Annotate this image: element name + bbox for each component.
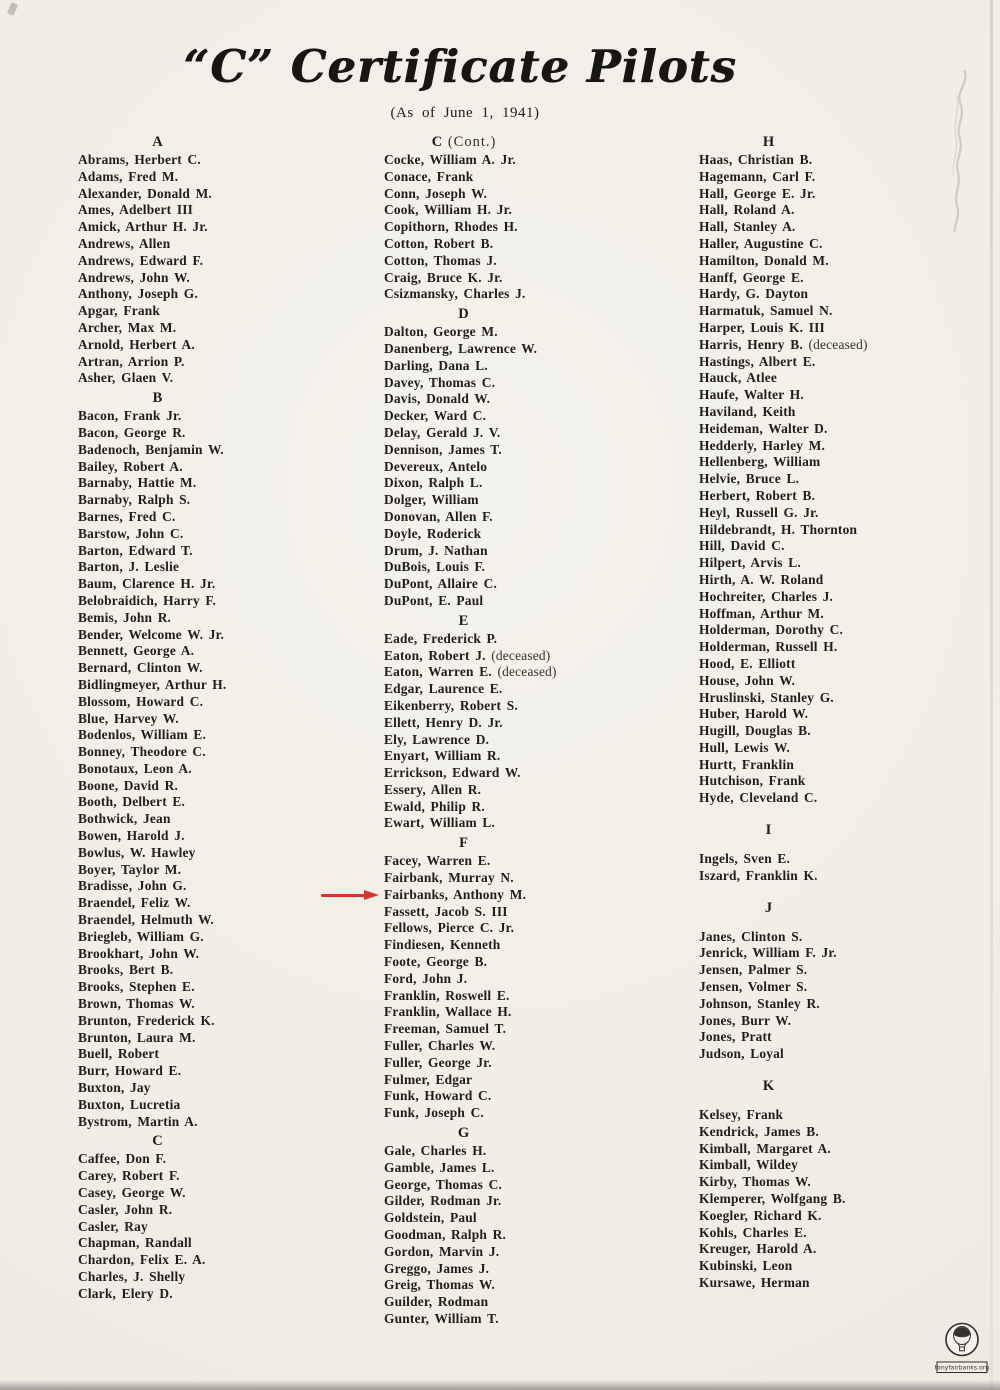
pilot-name: Bender, Welcome W. Jr. <box>78 626 225 642</box>
pilot-name: Csizmansky, Charles J. <box>384 286 526 302</box>
pilot-name: Delay, Gerald J. V. <box>384 424 501 440</box>
pilot-name: Fuller, Charles W. <box>384 1038 496 1054</box>
pilot-name: Boone, David R. <box>78 777 179 793</box>
pilot-name: Hall, Stanley A. <box>699 219 796 235</box>
section-header-b: B <box>152 390 164 407</box>
pilot-name: Doyle, Roderick <box>384 525 482 541</box>
pilot-name: Barnaby, Hattie M. <box>78 475 197 491</box>
pilot-name: Caffee, Don F. <box>78 1151 167 1167</box>
pilot-name: Hochreiter, Charles J. <box>699 588 834 604</box>
pilot-name: George, Thomas C. <box>384 1176 502 1192</box>
pilot-name: Apgar, Frank <box>78 303 161 319</box>
pilot-name: Artran, Arrion P. <box>78 353 185 369</box>
pilot-name: Hall, Roland A. <box>699 202 795 218</box>
page-bottom-edge <box>0 1380 1000 1390</box>
pilot-name: Guilder, Rodman <box>384 1294 489 1310</box>
pilot-name: Archer, Max M. <box>78 319 177 335</box>
pilot-name: Goldstein, Paul <box>384 1210 477 1226</box>
pilot-name: Andrews, Edward F. <box>78 252 204 268</box>
pilot-name: Asher, Glaen V. <box>78 370 174 386</box>
pilot-name: Hedderly, Harley M. <box>699 437 826 453</box>
pilot-name: Alexander, Donald M. <box>78 185 212 201</box>
pilot-name: Fairbanks, Anthony M. <box>384 887 669 904</box>
pilot-name: Bennett, George A. <box>78 643 195 659</box>
pilot-name: Bowlus, W. Hawley <box>78 844 196 860</box>
pilot-name: Haufe, Walter H. <box>699 387 804 403</box>
pilot-name: Hilpert, Arvis L. <box>699 555 801 571</box>
pilot-name: House, John W. <box>699 672 796 688</box>
pilot-name: Barstow, John C. <box>78 525 184 541</box>
pilot-name: Craig, Bruce K. Jr. <box>384 269 503 285</box>
pilot-name: Anthony, Joseph G. <box>78 286 198 302</box>
pilot-name: Helvie, Bruce L. <box>699 471 800 487</box>
pilot-name: Cook, William H. Jr. <box>384 202 513 218</box>
pilot-name: Barnes, Fred C. <box>78 508 176 524</box>
section-header-f: F <box>459 835 469 852</box>
pilot-name: Errickson, Edward W. <box>384 765 521 781</box>
pilot-name: Chardon, Felix E. A. <box>78 1252 206 1268</box>
pilot-name: Bradisse, John G. <box>78 878 187 894</box>
pilot-name: Hastings, Albert E. <box>699 353 816 369</box>
page-subtitle: (As of June 1, 1941) <box>390 105 540 121</box>
pilot-name: Briegleb, William G. <box>78 928 204 944</box>
pilot-name: Heyl, Russell G. Jr. <box>699 504 819 520</box>
pilot-name: Cotton, Robert B. <box>384 235 494 251</box>
pilot-name: Barton, Edward T. <box>78 542 193 558</box>
pilot-name: Haller, Augustine C. <box>699 235 823 251</box>
red-arrow-annotation <box>321 889 379 902</box>
pilot-name: Andrews, John W. <box>78 269 190 285</box>
pilot-name: Eaton, Warren E. (deceased) <box>384 664 557 680</box>
column-a-to-c <box>78 131 358 1303</box>
pilot-name: Clark, Elery D. <box>78 1285 173 1301</box>
pilot-name: Hugill, Douglas B. <box>699 723 811 739</box>
section-header-c: C <box>152 1133 164 1150</box>
pilot-name: Findiesen, Kenneth <box>384 937 501 953</box>
pilot-name: Casey, George W. <box>78 1185 186 1201</box>
section-header-d: D <box>458 306 470 323</box>
pilot-name: Dixon, Ralph L. <box>384 475 483 491</box>
pilot-name: Blossom, Howard C. <box>78 693 204 709</box>
pilot-name: Buxton, Jay <box>78 1080 151 1096</box>
pilot-name: Facey, Warren E. <box>384 853 491 869</box>
pilot-name: Braendel, Feliz W. <box>78 895 191 911</box>
pilot-name: Brookhart, John W. <box>78 945 200 961</box>
pilot-name: Brooks, Bert B. <box>78 962 174 978</box>
pilot-name: Bodenlos, William E. <box>78 727 207 743</box>
pilot-name: Kimball, Margaret A. <box>699 1140 831 1156</box>
pilot-name: Cotton, Thomas J. <box>384 252 497 268</box>
pilot-name: Fellows, Pierce C. Jr. <box>384 920 515 936</box>
scan-speck <box>7 2 18 16</box>
pilot-name: Brown, Thomas W. <box>78 996 195 1012</box>
pilot-name: Conace, Frank <box>384 168 474 184</box>
pilot-name: Fulmer, Edgar <box>384 1071 473 1087</box>
pilot-name: Bonney, Theodore C. <box>78 744 206 760</box>
column-h-to-k <box>699 131 991 1292</box>
pilot-name: Ewart, William L. <box>384 815 496 831</box>
pilot-name: Kimball, Wildey <box>699 1157 799 1173</box>
pilot-name: Greggo, James J. <box>384 1260 490 1276</box>
pilot-name: Davis, Donald W. <box>384 391 491 407</box>
pilot-name: Jenrick, William F. Jr. <box>699 945 837 961</box>
pilot-name: Jensen, Palmer S. <box>699 962 808 978</box>
pilot-name: Decker, Ward C. <box>384 408 487 424</box>
pilot-name: Hood, E. Elliott <box>699 655 796 671</box>
pilot-name: Boyer, Taylor M. <box>78 861 182 877</box>
section-header-a: A <box>152 134 164 150</box>
pilot-name: Holderman, Dorothy C. <box>699 622 844 638</box>
pilot-name: Janes, Clinton S. <box>699 928 803 944</box>
pilot-name: Buxton, Lucretia <box>78 1096 181 1112</box>
pilot-name: Blue, Harvey W. <box>78 710 179 726</box>
pilot-name: Haviland, Keith <box>699 403 796 419</box>
pilot-name: Chapman, Randall <box>78 1235 192 1251</box>
pilot-name: Danenberg, Lawrence W. <box>384 340 538 356</box>
pilot-name: Badenoch, Benjamin W. <box>78 441 224 457</box>
pilot-name: Adams, Fred M. <box>78 168 179 184</box>
pilot-name: Fuller, George Jr. <box>384 1054 492 1070</box>
section-header-j: J <box>764 899 774 916</box>
pilot-name: Dolger, William <box>384 492 479 508</box>
pilot-name: Brooks, Stephen E. <box>78 979 195 995</box>
pilot-name: Gunter, William T. <box>384 1311 499 1326</box>
pilot-name: Goodman, Ralph R. <box>384 1227 506 1243</box>
pilot-name: Edgar, Laurence E. <box>384 681 503 697</box>
pilot-name: Bothwick, Jean <box>78 811 171 827</box>
pilot-name: Burr, Howard E. <box>78 1063 182 1079</box>
pilot-name: Baum, Clarence H. Jr. <box>78 576 216 592</box>
pilot-name: Hull, Lewis W. <box>699 739 790 755</box>
pilot-name: Gale, Charles H. <box>384 1143 487 1159</box>
section-header-c-cont: C (Cont.) <box>431 134 497 150</box>
pilot-name: Enyart, William R. <box>384 748 501 764</box>
pilot-name: Bacon, Frank Jr. <box>78 408 182 424</box>
pilot-name: Franklin, Roswell E. <box>384 987 510 1003</box>
pilot-name: Heideman, Walter D. <box>699 420 828 436</box>
pilot-name: Gilder, Rodman Jr. <box>384 1193 502 1209</box>
pilot-name: DuPont, E. Paul <box>384 592 484 608</box>
pilot-name: Ely, Lawrence D. <box>384 731 490 747</box>
pilot-name: Barton, J. Leslie <box>78 559 180 575</box>
pilot-name: Harmatuk, Samuel N. <box>699 303 833 319</box>
pilot-name: Harper, Louis K. III <box>699 319 825 335</box>
pilot-name: Darling, Dana L. <box>384 357 488 373</box>
pilot-name: Ames, Adelbert III <box>78 202 194 218</box>
pilot-name: Brunton, Laura M. <box>78 1029 196 1045</box>
pilot-name: Eade, Frederick P. <box>384 630 498 646</box>
pilot-name: Dennison, James T. <box>384 441 502 457</box>
pilot-name: Carey, Robert F. <box>78 1168 180 1184</box>
pilot-name: Amick, Arthur H. Jr. <box>78 219 208 235</box>
pilot-name: Belobraidich, Harry F. <box>78 592 217 608</box>
pilot-name: Davey, Thomas C. <box>384 374 496 390</box>
pilot-name: Johnson, Stanley R. <box>699 995 820 1011</box>
pilot-name: Hildebrandt, H. Thornton <box>699 521 858 537</box>
pilot-name: Bernard, Clinton W. <box>78 660 203 676</box>
page-title: “C” Certificate Pilots <box>183 40 737 93</box>
tonyfairbanks-stamp <box>934 1322 990 1379</box>
pilot-name: Holderman, Russell H. <box>699 639 838 655</box>
pilot-name: Ford, John J. <box>384 970 468 986</box>
pilot-name: Hanff, George E. <box>699 269 804 285</box>
hot-air-balloon-icon <box>946 1324 978 1356</box>
pilot-name: DuBois, Louis F. <box>384 559 486 575</box>
pilot-name: Eaton, Robert J. (deceased) <box>384 647 551 663</box>
pilot-name: Copithorn, Rhodes H. <box>384 219 518 235</box>
pilot-name: Dalton, George M. <box>384 324 498 340</box>
pilot-name: Bonotaux, Leon A. <box>78 760 192 776</box>
pilot-name: Fassett, Jacob S. III <box>384 903 508 919</box>
pilot-name: DuPont, Allaire C. <box>384 576 497 592</box>
pilot-name: Casler, Ray <box>78 1218 148 1234</box>
page-right-edge <box>990 0 993 1390</box>
pilot-name: Cocke, William A. Jr. <box>384 152 516 167</box>
pilot-name: Eikenberry, Robert S. <box>384 697 518 713</box>
pilot-name: Haas, Christian B. <box>699 152 813 167</box>
pilot-name: Charles, J. Shelly <box>78 1269 186 1284</box>
pilot-name: Klemperer, Wolfgang B. <box>699 1191 846 1207</box>
pilot-name: Ellett, Henry D. Jr. <box>384 714 503 730</box>
pilot-name: Hutchison, Frank <box>699 773 806 789</box>
pilot-name: Bystrom, Martin A. <box>78 1113 198 1129</box>
pilot-name: Abrams, Herbert C. <box>78 152 201 167</box>
pilot-name: Kelsey, Frank <box>699 1107 784 1123</box>
pilot-name: Foote, George B. <box>384 954 488 970</box>
pilot-name: Huber, Harold W. <box>699 706 809 722</box>
pilot-name: Harris, Henry B. (deceased) <box>699 336 868 352</box>
pilot-name: Drum, J. Nathan <box>384 542 488 558</box>
pilot-name: Hurtt, Franklin <box>699 756 795 772</box>
pilot-name: Barnaby, Ralph S. <box>78 492 191 508</box>
section-header-i: I <box>765 822 773 839</box>
pilot-name: Kohls, Charles E. <box>699 1224 807 1240</box>
pilot-name: Bidlingmeyer, Arthur H. <box>78 676 227 692</box>
pilot-name: Fairbank, Murray N. <box>384 870 514 886</box>
pilot-name: Hagemann, Carl F. <box>699 168 816 184</box>
pilot-name: Hirth, A. W. Roland <box>699 571 824 587</box>
pilot-name: Devereux, Antelo <box>384 458 488 474</box>
pilot-name: Hauck, Atlee <box>699 370 778 386</box>
pilot-name: Braendel, Helmuth W. <box>78 912 214 928</box>
pilot-name: Conn, Joseph W. <box>384 185 488 201</box>
pilot-name: Hardy, G. Dayton <box>699 286 809 302</box>
pilot-name: Gordon, Marvin J. <box>384 1243 500 1259</box>
pilot-name: Greig, Thomas W. <box>384 1277 495 1293</box>
pilot-name: Andrews, Allen <box>78 235 171 251</box>
pilot-name: Koegler, Richard K. <box>699 1207 822 1223</box>
pilot-name: Bacon, George R. <box>78 424 186 440</box>
pilot-name: Hamilton, Donald M. <box>699 252 829 268</box>
pilot-name: Herbert, Robert B. <box>699 487 816 503</box>
section-header-g: G <box>457 1125 471 1142</box>
pilot-name: Hellenberg, William <box>699 454 821 470</box>
pilot-name: Kursawe, Herman <box>699 1275 810 1291</box>
pilot-name: Iszard, Franklin K. <box>699 867 818 883</box>
pilot-name: Freeman, Samuel T. <box>384 1021 507 1037</box>
pilot-name: Funk, Joseph C. <box>384 1105 485 1121</box>
pilot-name: Hoffman, Arthur M. <box>699 605 824 621</box>
pilot-name: Donovan, Allen F. <box>384 508 493 524</box>
pilot-name: Gamble, James L. <box>384 1159 495 1175</box>
pilot-name: Kubinski, Leon <box>699 1258 793 1274</box>
pilot-name: Brunton, Frederick K. <box>78 1012 215 1028</box>
pilot-name: Hall, George E. Jr. <box>699 185 816 201</box>
pilot-name: Ewald, Philip R. <box>384 798 485 814</box>
column-c-to-g <box>384 131 669 1328</box>
stamp-text: tonyfairbanks.org <box>934 1365 990 1372</box>
pilot-name: Ingels, Sven E. <box>699 851 791 867</box>
pilot-name: Hill, David C. <box>699 538 785 554</box>
pilot-name: Hruslinski, Stanley G. <box>699 689 834 705</box>
pilot-name: Casler, John R. <box>78 1201 173 1217</box>
pilot-name: Bowen, Harold J. <box>78 828 185 844</box>
pilot-name: Arnold, Herbert A. <box>78 336 195 352</box>
section-header-e: E <box>458 612 470 629</box>
pilot-name: Hyde, Cleveland C. <box>699 790 818 806</box>
pilot-name: Bailey, Robert A. <box>78 458 183 474</box>
pilot-name: Jones, Burr W. <box>699 1012 792 1028</box>
section-header-h: H <box>762 134 776 150</box>
pilot-name: Jones, Pratt <box>699 1029 772 1045</box>
pilot-name: Judson, Loyal <box>699 1046 784 1062</box>
pilot-name: Franklin, Wallace H. <box>384 1004 512 1020</box>
pilot-name: Buell, Robert <box>78 1046 160 1062</box>
pilot-name: Essery, Allen R. <box>384 781 482 797</box>
pilot-name: Jensen, Volmer S. <box>699 979 808 995</box>
section-header-k: K <box>762 1078 776 1095</box>
pilot-name: Kirby, Thomas W. <box>699 1174 811 1190</box>
pilot-name: Kreuger, Harold A. <box>699 1241 817 1257</box>
pilot-name: Bemis, John R. <box>78 609 172 625</box>
pilot-name: Funk, Howard C. <box>384 1088 492 1104</box>
pilot-name: Booth, Delbert E. <box>78 794 186 810</box>
pilot-name: Kendrick, James B. <box>699 1123 819 1139</box>
